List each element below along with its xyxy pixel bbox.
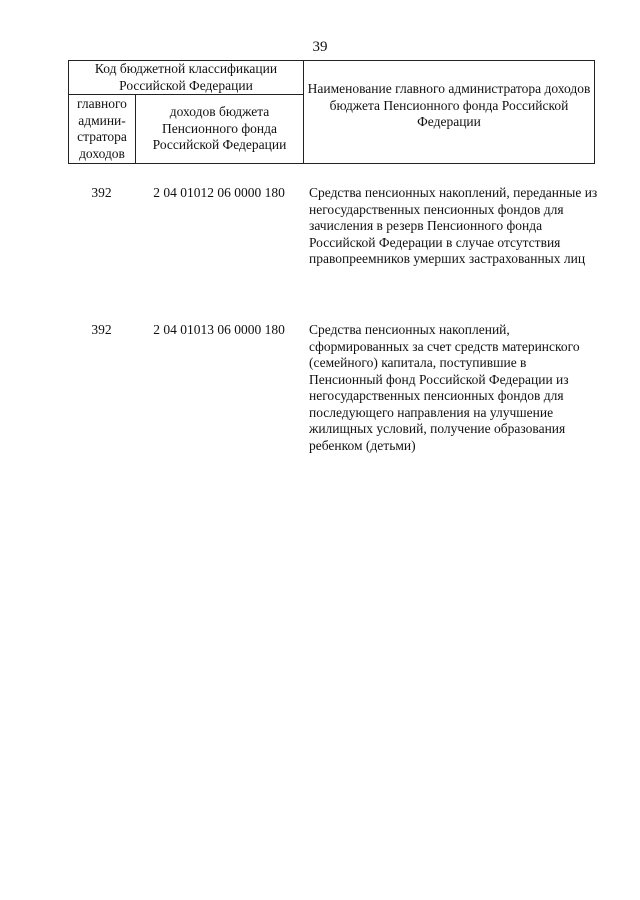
header-chief-administrator: главного админи-стратора доходов	[69, 95, 136, 164]
page-number: 39	[312, 39, 328, 55]
row-revenue-code: 2 04 01012 06 0000 180	[153, 185, 285, 200]
row-description: Средства пенсионных накоплений, переданные из негосударственных пенсионных фондов для зачисления в резерв Пенсионного фонда Российской Федерации в случае отсутствия правопреемников умерших застрахованных лиц	[309, 185, 598, 266]
row-admin-code: 392	[91, 185, 112, 200]
header-chief-administrator-name: Наименование главного администратора доходов бюджета Пенсионного фонда Российской Федерации	[304, 61, 595, 164]
row-revenue-code: 2 04 01013 06 0000 180	[153, 322, 285, 337]
classification-table-header	[68, 60, 595, 164]
header-budget-classification-code: Код бюджетной классификации Российской Федерации	[69, 61, 304, 95]
row-admin-code: 392	[91, 322, 112, 337]
row-description: Средства пенсионных накоплений, сформированных за счет средств материнского (семейного) капитала, поступившие в Пенсионный фонд Российской Федерации из негосударственных пенсионных фондов для последующего направления на улучшение жилищных условий, получение образования ребенком (детьми)	[309, 322, 580, 453]
header-pension-fund-revenues: доходов бюджета Пенсионного фонда Российской Федерации	[136, 95, 304, 164]
